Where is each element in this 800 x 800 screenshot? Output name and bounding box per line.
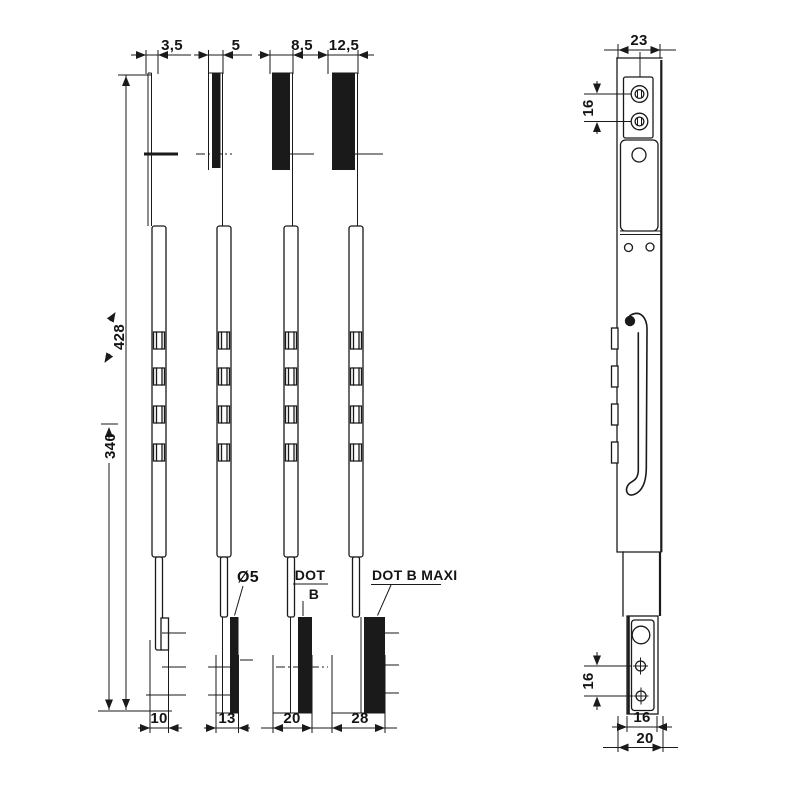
side-profile-view-2 (194, 37, 253, 733)
bottom-striker-strip (364, 617, 385, 713)
dim-label: 13 (218, 710, 236, 727)
dim-12-5 (316, 37, 374, 74)
dim-5 (194, 37, 252, 74)
gear-rod (152, 226, 166, 557)
top-striker-strip (332, 73, 355, 170)
dim-label: 16 (580, 99, 597, 117)
dim-label: 16 (580, 672, 597, 690)
dim-label: 8,5 (291, 37, 313, 54)
dim-label: 23 (630, 32, 648, 49)
bottom-striker-strip (298, 617, 312, 713)
edge-notch-1 (612, 328, 619, 349)
dim-label: 20 (636, 730, 654, 747)
edge-notch-2 (612, 366, 619, 387)
side-profile-view-4 (316, 37, 457, 733)
dim-label: 5 (231, 37, 241, 54)
end-plate-inner (632, 620, 655, 711)
dim-13 (204, 710, 250, 728)
diameter-callout (235, 569, 259, 616)
dim-label: 10 (150, 710, 168, 727)
dim-8-5 (258, 37, 322, 74)
dot-b-maxi-callout (371, 567, 457, 616)
dim-label: 3,5 (161, 37, 183, 54)
edge-notch-4 (612, 442, 619, 463)
gear-rod (284, 226, 298, 557)
dim-label: 12,5 (328, 37, 360, 54)
edge-notch-3 (612, 404, 619, 425)
lower-rod (221, 557, 228, 617)
lower-rod (353, 557, 360, 617)
side-profile-view-3 (258, 37, 328, 733)
dim-3-5 (131, 37, 191, 74)
bottom-striker-strip (230, 617, 239, 713)
dot-label: DOT (294, 567, 326, 583)
upper-blade (148, 73, 152, 226)
partial-length-dim: 340 (102, 433, 119, 459)
dim-20 (261, 710, 324, 728)
total-length-dim: 428 (111, 324, 128, 350)
cover-section (621, 140, 659, 231)
lower-rod (288, 557, 295, 617)
gear-rod (217, 226, 231, 557)
b-label: B (308, 586, 320, 602)
dot-b-callout (293, 567, 328, 616)
dim-10 (138, 710, 182, 728)
dot-b-maxi-label: DOT B MAXI (372, 567, 458, 583)
rivet-left (625, 244, 633, 252)
diameter-label: Ø5 (237, 569, 259, 586)
dim-16-bottom-left (580, 652, 633, 710)
end-foot (161, 618, 169, 650)
dim-label: 20 (283, 710, 301, 727)
dim-label: 28 (351, 710, 369, 727)
handle-lever (625, 313, 647, 495)
gear-rod (349, 226, 363, 557)
side-profile-view-1 (131, 37, 191, 733)
dim-label: 16 (633, 709, 651, 726)
top-striker-strip (272, 73, 290, 170)
rivet-right (646, 243, 654, 251)
front-view (580, 32, 678, 752)
